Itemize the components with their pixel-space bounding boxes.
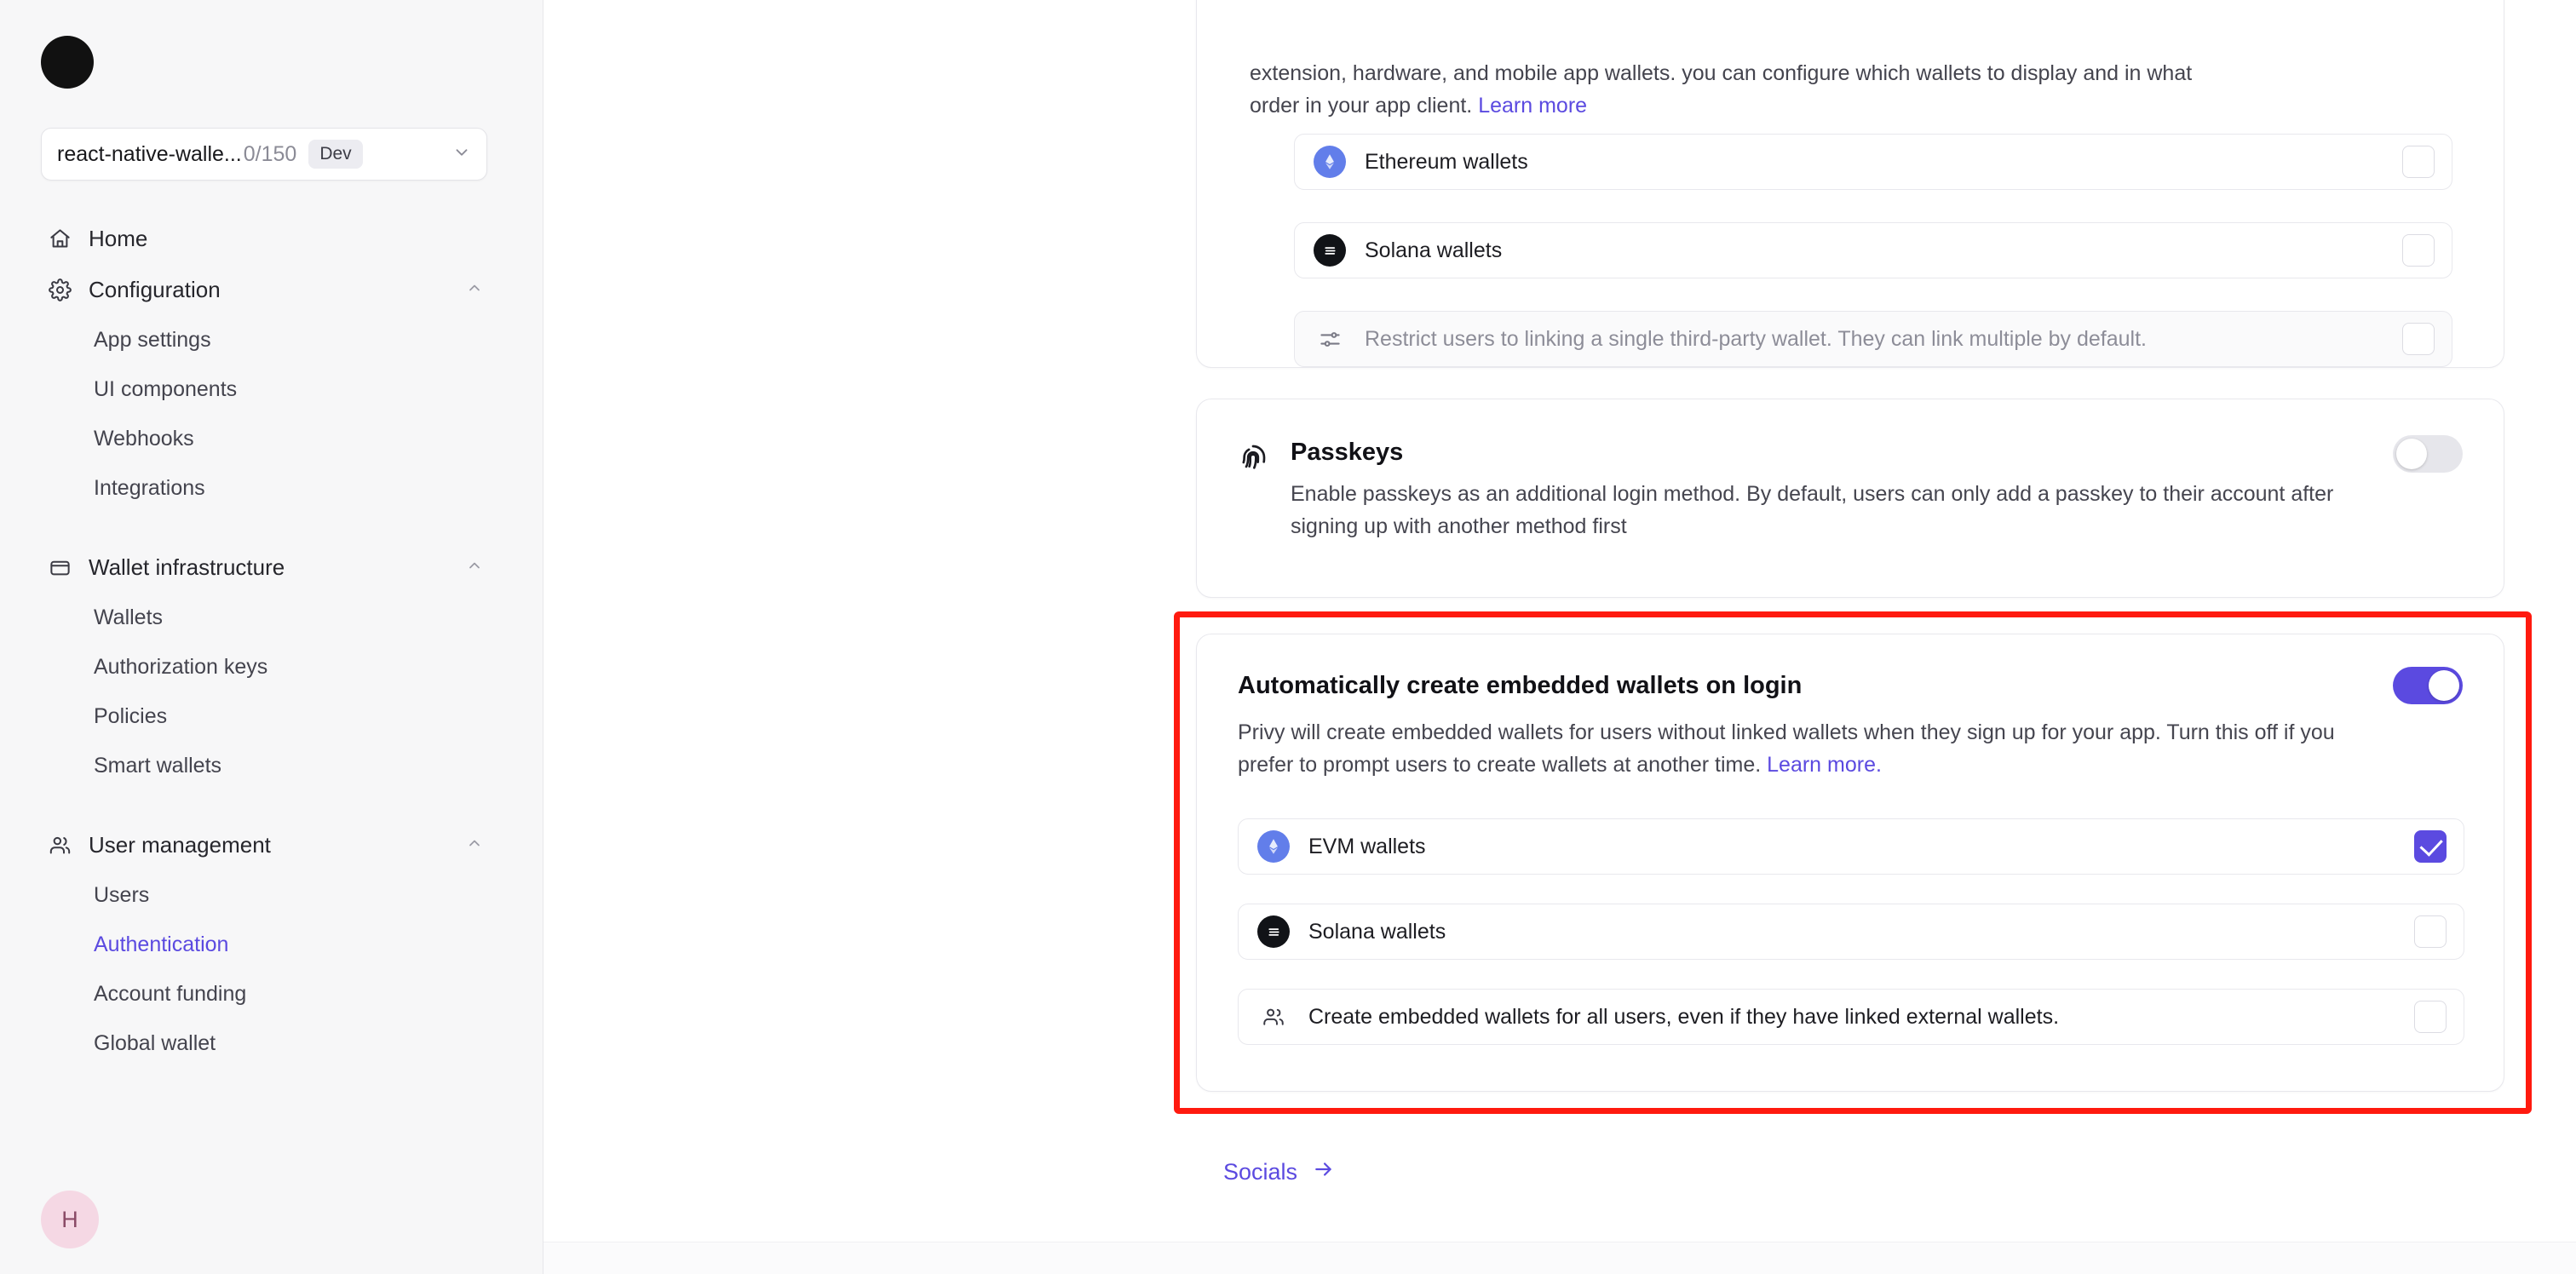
arrow-right-icon: [1313, 1158, 1335, 1186]
description-text: Privy will create embedded wallets for users without linked wallets when they sign up for your app. Turn this off if you prefer to prompt users to create wallets at another time.: [1238, 720, 2335, 777]
solana-icon: [1257, 915, 1290, 948]
sidebar-item-authentication[interactable]: [0, 920, 543, 969]
sidebar-item-label: Smart wallets: [94, 753, 222, 778]
sidebar-item-global-wallet[interactable]: [0, 1019, 543, 1068]
sidebar-item-label: Wallets: [94, 605, 164, 629]
sidebar-item-label: Global wallet: [94, 1030, 216, 1055]
option-row-solana-wallets[interactable]: [1294, 222, 2452, 278]
next-section-link[interactable]: [1223, 1158, 1335, 1186]
chevron-up-icon: [466, 557, 483, 578]
embedded-wallets-title: Automatically create embedded wallets on login: [1238, 672, 1803, 699]
avatar-initial: H: [61, 1206, 78, 1232]
sidebar-item-label: Home: [89, 225, 148, 251]
settings-sliders-icon: [1314, 323, 1346, 355]
passkeys-card: [1196, 399, 2504, 598]
sidebar-item-app-settings[interactable]: [0, 315, 543, 364]
next-section-label: Socials: [1223, 1159, 1298, 1185]
learn-more-link[interactable]: Learn more.: [1767, 753, 1882, 777]
option-label: Solana wallets: [1308, 919, 1446, 944]
sidebar-nav: [0, 213, 543, 1068]
sidebar-group-wallet-infrastructure[interactable]: [0, 542, 543, 593]
project-user-count: 0/150: [243, 141, 297, 166]
sidebar-item-users[interactable]: [0, 870, 543, 920]
ethereum-icon: [1314, 146, 1346, 178]
sidebar-item-webhooks[interactable]: [0, 414, 543, 463]
chevron-up-icon: [466, 279, 483, 301]
sidebar-item-label: Webhooks: [94, 426, 194, 450]
option-label: Restrict users to linking a single third-party wallet. They can link multiple by default.: [1365, 326, 2148, 351]
project-name: react-native-walle...: [57, 141, 242, 166]
option-checkbox[interactable]: [2402, 234, 2435, 267]
sidebar-item-label: App settings: [94, 327, 211, 352]
sidebar-item-wallets[interactable]: [0, 593, 543, 642]
option-row-create-for-all-users[interactable]: [1238, 989, 2464, 1045]
sidebar-item-label: Policies: [94, 703, 168, 728]
sidebar-item-ui-components[interactable]: [0, 364, 543, 414]
chevron-up-icon: [466, 835, 483, 856]
sidebar-item-label: Account funding: [94, 981, 247, 1006]
home-icon: [48, 227, 72, 250]
option-checkbox[interactable]: [2414, 915, 2447, 948]
external-wallets-description: [1197, 57, 2504, 122]
learn-more-link[interactable]: Learn more: [1478, 94, 1588, 118]
embedded-wallets-card: [1196, 634, 2504, 1092]
sidebar-item-label: UI components: [94, 376, 238, 401]
sidebar-item-label: Wallet infrastructure: [89, 554, 285, 580]
description-line-2: order in your app client.: [1250, 94, 1473, 118]
main-content: [543, 0, 2576, 1274]
external-wallets-card: [1196, 0, 2504, 368]
option-row-ethereum-wallets[interactable]: [1294, 134, 2452, 190]
passkeys-title: Passkeys: [1291, 439, 1404, 466]
sidebar-group-configuration[interactable]: [0, 264, 543, 315]
sidebar-item-label: Users: [94, 882, 150, 907]
option-label: Ethereum wallets: [1365, 149, 1528, 174]
option-checkbox[interactable]: [2402, 323, 2435, 355]
embedded-wallets-description: [1238, 716, 2379, 781]
sidebar-item-policies[interactable]: [0, 692, 543, 741]
fingerprint-icon: [1234, 439, 1272, 476]
option-row-restrict-single-wallet[interactable]: [1294, 311, 2452, 367]
privy-logo-icon[interactable]: [41, 36, 94, 89]
sidebar-item-account-funding[interactable]: [0, 969, 543, 1019]
passkeys-description: Enable passkeys as an additional login method. By default, users can only add a passkey to their account after signing up with another method first: [1291, 482, 2334, 538]
nav-spacer: [0, 513, 543, 542]
users-icon: [1257, 1001, 1290, 1033]
page-bottom-bar: [543, 1242, 2576, 1274]
sidebar-item-integrations[interactable]: [0, 463, 543, 513]
project-env-badge: Dev: [308, 140, 362, 169]
sidebar-item-label: User management: [89, 831, 271, 858]
sidebar: [0, 0, 543, 1274]
sidebar-item-label: Integrations: [94, 475, 205, 500]
sidebar-item-authorization-keys[interactable]: [0, 642, 543, 692]
option-label: EVM wallets: [1308, 834, 1426, 858]
wallet-icon: [48, 555, 72, 579]
gear-icon: [48, 278, 72, 301]
option-label: Create embedded wallets for all users, even if they have linked external wallets.: [1308, 1004, 2060, 1029]
sidebar-item-label: Configuration: [89, 276, 221, 302]
option-row-evm-wallets[interactable]: [1238, 818, 2464, 875]
option-checkbox[interactable]: [2414, 830, 2447, 863]
passkeys-toggle[interactable]: [2393, 435, 2463, 473]
ethereum-icon: [1257, 830, 1290, 863]
option-checkbox[interactable]: [2402, 146, 2435, 178]
sidebar-group-user-management[interactable]: [0, 819, 543, 870]
sidebar-item-label: Authorization keys: [94, 654, 268, 679]
avatar[interactable]: [41, 1191, 99, 1248]
users-icon: [48, 833, 72, 857]
chevron-down-icon: [452, 143, 471, 165]
sidebar-item-smart-wallets[interactable]: [0, 741, 543, 790]
embedded-wallets-toggle[interactable]: [2393, 667, 2463, 704]
description-line-1: extension, hardware, and mobile app wallets. you can configure which wallets to display and in what: [1250, 61, 2193, 85]
project-selector[interactable]: [41, 128, 487, 181]
toggle-knob: [2429, 670, 2459, 701]
solana-icon: [1314, 234, 1346, 267]
nav-spacer: [0, 790, 543, 819]
toggle-knob: [2396, 439, 2427, 469]
sidebar-item-label: Authentication: [94, 932, 229, 956]
option-checkbox[interactable]: [2414, 1001, 2447, 1033]
option-label: Solana wallets: [1365, 238, 1503, 262]
sidebar-item-home[interactable]: [0, 213, 543, 264]
option-row-solana-wallets[interactable]: [1238, 904, 2464, 960]
